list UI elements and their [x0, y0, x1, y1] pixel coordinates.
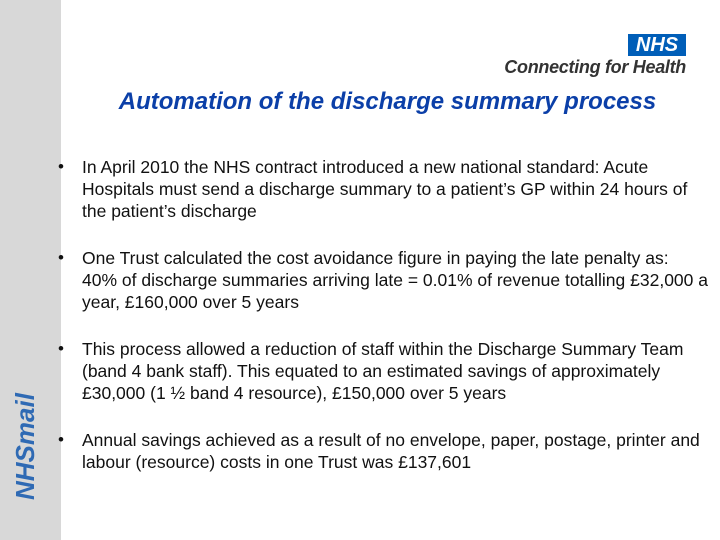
bullet-item	[58, 156, 708, 222]
bullet-dot-icon: •	[58, 339, 64, 358]
bullet-text: This process allowed a reduction of staff within the Discharge Summary Team (band 4 bank staff). This equated to an estimated savings of approximately £30,000 (1 ½ band 4 resource), £150,000 over 5 years	[82, 339, 684, 403]
bullet-dot-icon: •	[58, 157, 64, 176]
bullet-item	[58, 338, 708, 404]
bullet-list	[58, 156, 708, 473]
bullet-item	[58, 429, 708, 473]
bullet-text: Annual savings achieved as a result of no envelope, paper, postage, printer and labour (resource) costs in one Trust was £137,601	[82, 430, 700, 472]
nhs-cfh-logo	[496, 34, 686, 80]
bullet-text: In April 2010 the NHS contract introduced a new national standard: Acute Hospitals must send a discharge summary to a patient’s GP within 24 hours of the patient’s discharge	[82, 157, 688, 221]
sidebar-band	[0, 0, 61, 540]
bullet-text: One Trust calculated the cost avoidance figure in paying the late penalty as: 40% of discharge summaries arriving late = 0.01% of revenue totalling £32,000 a year, £160,000 over 5 years	[82, 248, 708, 312]
nhs-logo-box: NHS	[628, 34, 686, 56]
bullet-dot-icon: •	[58, 430, 64, 449]
bullet-item	[58, 247, 708, 313]
slide-title: Automation of the discharge summary process	[118, 88, 657, 115]
logo-tagline: Connecting for Health	[504, 57, 686, 77]
nhsmail-logo: NHSmail	[10, 393, 40, 500]
bullet-dot-icon: •	[58, 248, 64, 267]
